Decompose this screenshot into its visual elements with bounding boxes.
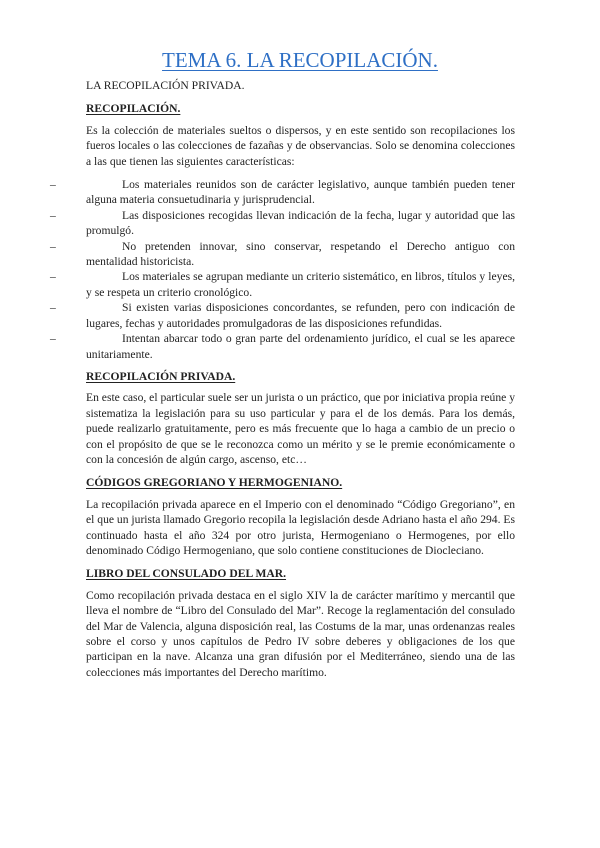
dash-bullet: –: [50, 239, 56, 253]
section-heading: CÓDIGOS GREGORIANO Y HERMOGENIANO.: [86, 476, 343, 490]
list-item: [50, 239, 515, 270]
characteristics-list: [50, 177, 515, 362]
document-subtitle: LA RECOPILACIÓN PRIVADA.: [86, 79, 245, 92]
page-title: TEMA 6. LA RECOPILACIÓN.: [162, 48, 438, 72]
list-item-text: Los materiales reunidos son de carácter legislativo, aunque también pueden tener alguna materia consuetudinaria y jurisprudencial.: [86, 178, 515, 207]
list-item-text: Si existen varias disposiciones concordantes, se refunden, pero con indicación de lugares, fechas y autoridades promulgadoras de las disposiciones refundidas.: [86, 301, 515, 330]
dash-bullet: –: [50, 178, 56, 192]
section-heading: RECOPILACIÓN PRIVADA.: [86, 369, 236, 383]
list-item: [50, 208, 515, 239]
section-heading: RECOPILACIÓN.: [86, 102, 181, 116]
document-body: [50, 78, 515, 688]
dash-bullet: –: [50, 301, 56, 315]
dash-bullet: –: [50, 332, 56, 346]
section-paragraph: Como recopilación privada destaca en el siglo XIV la de carácter marítimo y mercantil que lleva el nombre de “Libro del Consulado del Mar”. Recoge la reglamentación del consulado del Mar de Valencia, alguna disposición real, las Costums de la mar, unas ordenanzas reales sobre el corso y unos capítulos de Pedro IV sobre deberes y obligaciones de los que participan en la nave. Alcanza una gran difusión por el Mediterráneo, siendo una de las colecciones más importantes del Derecho marítimo.: [86, 588, 515, 679]
section-codigos: [86, 475, 515, 558]
dash-bullet: –: [50, 208, 56, 222]
list-item-text: Intentan abarcar todo o gran parte del ordenamiento jurídico, el cual se les aparece unitariamente.: [86, 332, 515, 361]
list-item: [50, 331, 515, 362]
section-consulado: [86, 566, 515, 680]
section-heading: LIBRO DEL CONSULADO DEL MAR.: [86, 567, 287, 581]
section-paragraph: En este caso, el particular suele ser un jurista o un práctico, que por iniciativa propia reúne y sistematiza la legislación para su uso particular y para el de los demás. Para los demás, puede realizarlo gratuitamente, pero es más frecuente que lo haga a cambio de un precio o con el propósito de que se le reconozca como un mérito y se le premie económicamente o con la concesión de algún cargo, ascenso, etc…: [86, 391, 515, 466]
list-item: [50, 269, 515, 300]
section-recopilacion-privada: [86, 369, 515, 467]
list-item-text: Las disposiciones recogidas llevan indicación de la fecha, lugar y autoridad que las promulgó.: [86, 208, 515, 238]
dash-bullet: –: [50, 270, 56, 284]
list-item: [50, 177, 515, 208]
section-paragraph: La recopilación privada aparece en el Imperio con el denominado “Código Gregoriano”, en el que un jurista llamado Gregorio recopila la legislación desde Adriano hasta el año 294. Es continuado hasta el año 324 por otro jurista, Hermogeniano o Hermogenes, por ello denominado Código Hermogeniano, que solo contiene constituciones de Diocleciano.: [86, 497, 515, 557]
section-recopilacion: [50, 101, 515, 362]
list-item-text: Los materiales se agrupan mediante un criterio sistemático, en libros, títulos y leyes, y se respeta un criterio cronológico.: [86, 270, 515, 299]
section-paragraph: Es la colección de materiales sueltos o dispersos, y en este sentido son recopilaciones los fueros locales o las colecciones de fazañas y de observancias. Solo se denomina colecciones a las que tienen las siguientes características:: [86, 123, 515, 168]
list-item: [50, 300, 515, 331]
list-item-text: No pretenden innovar, sino conservar, respetando el Derecho antiguo con mentalidad historicista.: [86, 239, 515, 269]
